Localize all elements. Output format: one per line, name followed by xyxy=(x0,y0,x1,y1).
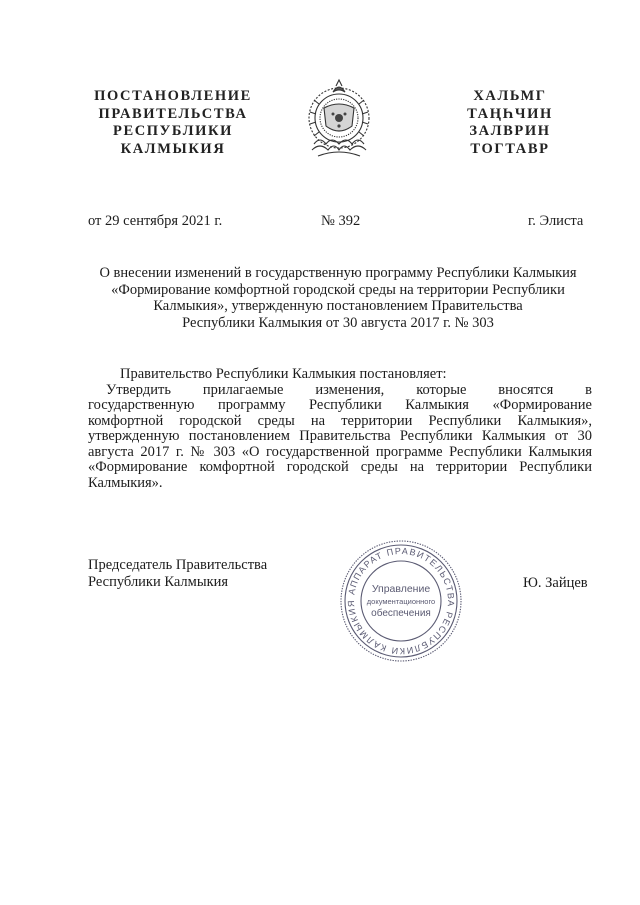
stamp-center-line: Управление xyxy=(371,583,431,595)
signatory-position xyxy=(88,557,267,591)
header-right-title xyxy=(440,88,580,158)
signatory-position-line: Председатель Правительства xyxy=(88,557,268,573)
header-left-line: РЕСПУБЛИКИ xyxy=(112,123,234,139)
paragraph-line: комфортной городской среды на территории Республики Калмыкия», xyxy=(88,412,592,429)
official-stamp xyxy=(336,536,466,666)
document-city: г. Элиста xyxy=(528,213,584,229)
body-intro: Правительство Республики Калмыкия постановляет: xyxy=(120,366,447,382)
title-line: Республики Калмыкия от 30 августа 2017 г. № 303 xyxy=(182,314,494,331)
title-line: «Формирование комфортной городской среды на территории Республики xyxy=(111,281,565,298)
document-title xyxy=(88,265,588,331)
header-left-line: КАЛМЫКИЯ xyxy=(120,140,226,157)
paragraph-line: Утвердить прилагаемые изменения, которые вносятся в xyxy=(106,381,592,398)
document-date: от 29 сентября 2021 г. xyxy=(88,213,223,229)
header-right-line: ЗАЛВРИН xyxy=(469,123,551,139)
stamp-ring-text: АППАРАТ ПРАВИТЕЛЬСТВА РЕСПУБЛИКИ КАЛМЫКИЯ xyxy=(345,545,457,657)
stamp-center-line: обеспечения xyxy=(371,608,431,619)
paragraph-line: августа 2017 г. № 303 «О государственной программе Республики Калмыкия xyxy=(88,443,592,460)
kalmykia-coat-of-arms-icon xyxy=(300,78,378,164)
header-right-line: ТОГТАВР xyxy=(470,140,550,157)
document-body xyxy=(88,367,592,491)
title-line: Калмыкия», утвержденную постановлением Правительства xyxy=(153,298,523,315)
title-line: О внесении изменений в государственную программу Республики Калмыкия xyxy=(99,265,577,281)
stamp-center-line: документационного xyxy=(366,597,436,606)
header-right-line: ХАЛЬМГ xyxy=(473,88,547,104)
paragraph-line: государственную программу Республики Калмыкия «Формирование xyxy=(88,397,592,413)
signatory-position-line: Республики Калмыкия xyxy=(88,574,229,590)
paragraph-line: «Формирование комфортной городской среды на территории Республики xyxy=(88,459,592,475)
header-left-title xyxy=(88,88,258,158)
paragraph-line: утвержденную постановлением Правительства Республики Калмыкия от 30 xyxy=(88,428,592,444)
signatory-name: Ю. Зайцев xyxy=(523,575,588,591)
header-left-line: ПОСТАНОВЛЕНИЕ xyxy=(94,88,252,104)
document-number: № 392 xyxy=(321,213,361,229)
paragraph-line: Калмыкия». xyxy=(88,474,163,491)
header-right-line: ТАҢҺЧИН xyxy=(467,105,553,122)
header-left-line: ПРАВИТЕЛЬСТВА xyxy=(98,105,248,122)
